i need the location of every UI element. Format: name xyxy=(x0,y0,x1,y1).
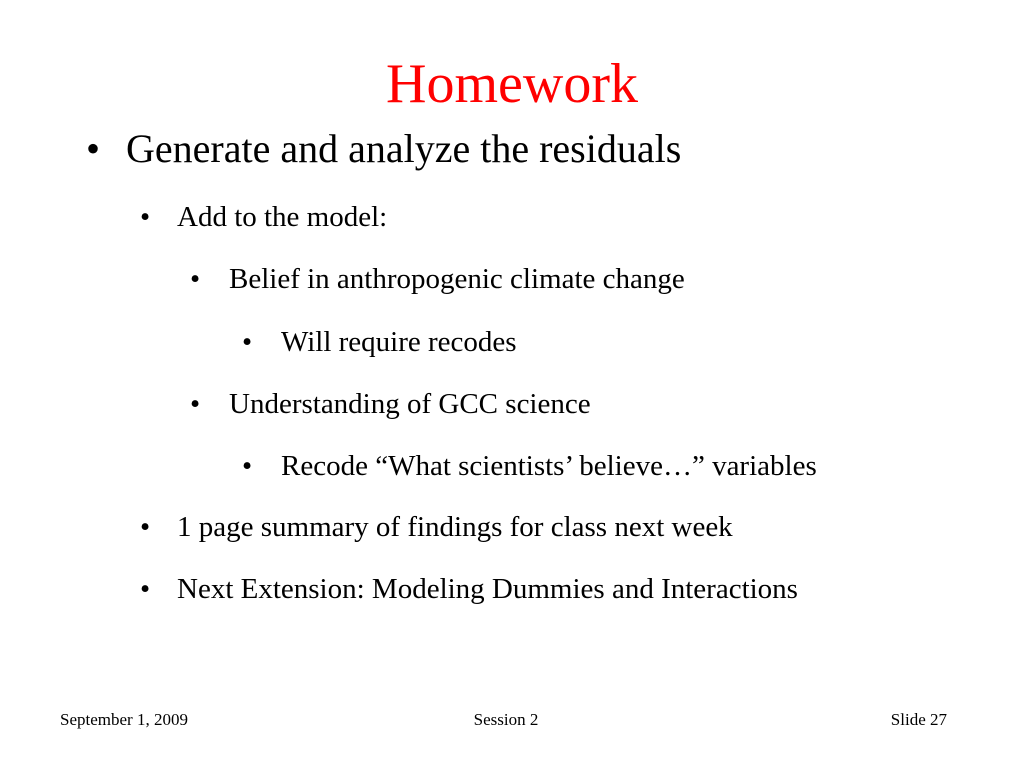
bullet-text: Recode “What scientists’ believe…” variables xyxy=(281,450,817,482)
bullet-dot-icon: • xyxy=(140,511,151,543)
bullet-item xyxy=(140,200,387,234)
bullet-dot-icon: • xyxy=(242,450,253,482)
footer-date: September 1, 2009 xyxy=(60,710,188,729)
bullet-dot-icon: • xyxy=(190,388,201,420)
bullet-dot-icon: • xyxy=(190,263,201,295)
bullet-item xyxy=(140,510,733,544)
footer-session: Session 2 xyxy=(473,710,539,729)
bullet-item xyxy=(190,262,685,296)
footer-slide-number: Slide 27 xyxy=(890,710,947,729)
bullet-dot-icon: • xyxy=(86,126,101,171)
bullet-text: Next Extension: Modeling Dummies and Interactions xyxy=(177,573,798,605)
bullet-item xyxy=(242,449,817,483)
slide-title: Homework xyxy=(386,53,638,115)
bullet-item xyxy=(190,387,591,421)
bullet-item xyxy=(86,126,681,172)
bullet-text: Understanding of GCC science xyxy=(229,388,591,420)
bullet-text: Generate and analyze the residuals xyxy=(126,126,682,171)
bullet-dot-icon: • xyxy=(140,573,151,605)
bullet-dot-icon: • xyxy=(140,201,151,233)
bullet-text: Will require recodes xyxy=(281,326,517,358)
bullet-dot-icon: • xyxy=(242,326,253,358)
bullet-text: 1 page summary of findings for class next week xyxy=(177,511,733,543)
bullet-item xyxy=(242,325,517,359)
bullet-item xyxy=(140,572,798,606)
bullet-text: Belief in anthropogenic climate change xyxy=(229,263,685,295)
bullet-text: Add to the model: xyxy=(177,201,388,233)
